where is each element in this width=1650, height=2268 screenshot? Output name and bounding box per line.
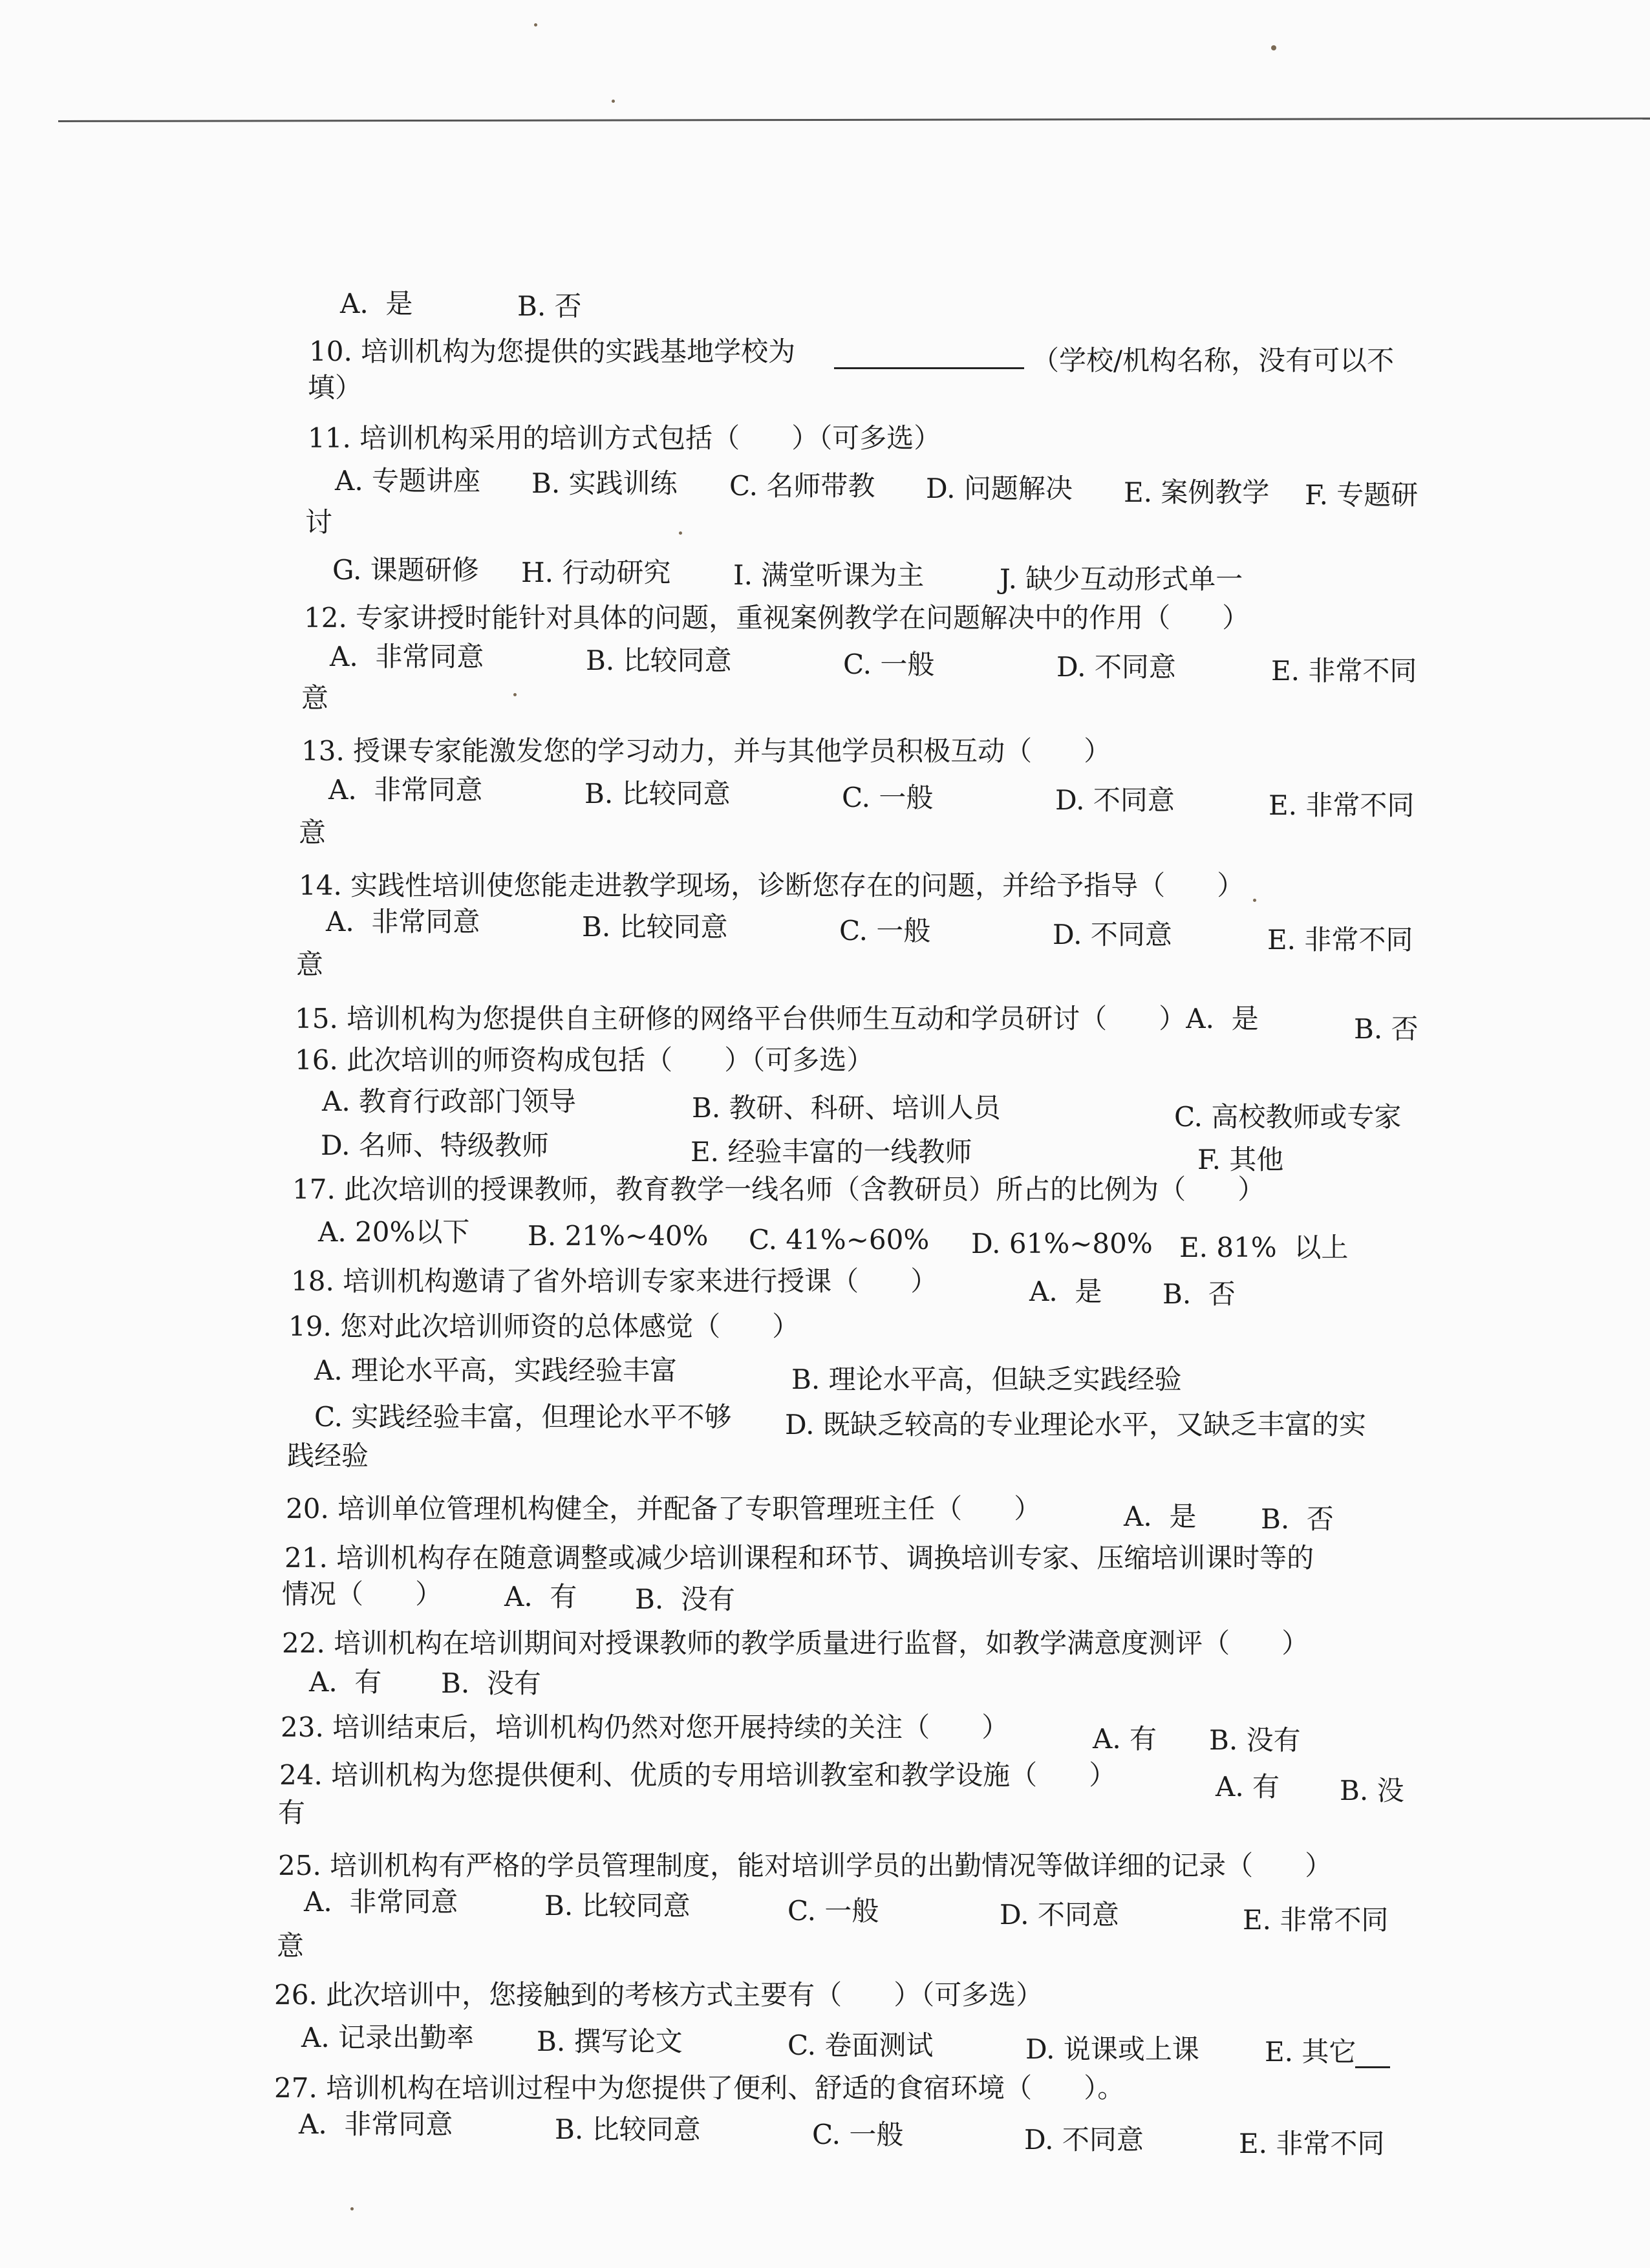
option-wrap: 意	[277, 1930, 305, 1962]
answer-blank-line	[1355, 2040, 1390, 2068]
option-c: C. 名师带教	[729, 470, 875, 502]
scan-speck	[534, 23, 537, 27]
option-wrap: 讨	[305, 506, 333, 538]
question-22-text: 22. 培训机构在培训期间对授课教师的教学质量进行监督，如教学满意度测评（ ）	[282, 1627, 1309, 1659]
option-a: A. 有	[1093, 1723, 1157, 1755]
option-wrap: 意	[296, 948, 324, 980]
question-10-wrap: 填）	[308, 372, 363, 403]
option-a: A. 是	[1124, 1501, 1197, 1532]
question-13-text: 13. 授课专家能激发您的学习动力，并与其他学员积极互动（ ）	[301, 735, 1111, 767]
option-c: C. 一般	[788, 1895, 879, 1927]
question-21-text: 21. 培训机构存在随意调整或减少培训课程和环节、调换培训专家、压缩培训课时等的	[284, 1542, 1314, 1574]
option-c: C. 一般	[842, 782, 934, 813]
option-b: B. 撰写论文	[537, 2026, 683, 2057]
scan-speck	[350, 2207, 354, 2210]
option-d: D. 名师、特级教师	[321, 1129, 549, 1161]
option-d: D. 既缺乏较高的专业理论水平，又缺乏丰富的实	[785, 1409, 1366, 1440]
scan-header-rule	[58, 118, 1650, 122]
question-27-text: 27. 培训机构在培训过程中为您提供了便利、舒适的食宿环境（ ）。	[274, 2072, 1125, 2104]
option-a: A. 记录出勤率	[301, 2022, 475, 2053]
option-b: B. 比较同意	[582, 911, 728, 943]
option-c: C. 实践经验丰富，但理论水平不够	[314, 1401, 732, 1433]
option-e: E. 非常不同	[1269, 789, 1415, 821]
option-a: A. 非常同意	[326, 906, 480, 937]
option-d: D. 不同意	[1024, 2124, 1144, 2156]
option-a: A. 专题讲座	[335, 465, 481, 497]
option-d: D. 不同意	[1056, 651, 1176, 683]
question-17-text: 17. 此次培训的授课教师，教育教学一线名师（含教研员）所占的比例为（ ）	[292, 1173, 1265, 1205]
scan-speck	[1271, 45, 1276, 50]
option-b: B. 21%~40%	[528, 1220, 709, 1252]
option-b: B. 否	[1261, 1503, 1334, 1535]
option-c: C. 一般	[843, 648, 935, 680]
option-a: A. 是	[1029, 1276, 1102, 1307]
option-a: A. 非常同意	[330, 641, 484, 672]
option-c: C. 一般	[839, 915, 931, 947]
option-a: A. 有	[504, 1581, 577, 1612]
option-b: B. 否	[517, 290, 582, 322]
option-a: A. 有	[1216, 1771, 1280, 1803]
option-h: H. 行动研究	[521, 557, 671, 588]
option-d: D. 61%~80%	[971, 1228, 1153, 1259]
option-b: B. 没	[1340, 1775, 1404, 1806]
question-24-text: 24. 培训机构为您提供便利、优质的专用培训教室和教学设施（ ）	[279, 1759, 1117, 1791]
question-10-text: 10. 培训机构为您提供的实践基地学校为	[309, 336, 796, 367]
option-b: B. 比较同意	[544, 1890, 691, 1921]
question-18-text: 18. 培训机构邀请了省外培训专家来进行授课（ ）	[291, 1265, 938, 1297]
option-b: B. 没有	[1209, 1724, 1301, 1756]
option-wrap: 意	[301, 682, 329, 714]
option-e: E. 非常不同	[1267, 924, 1413, 956]
option-f: F. 其他	[1197, 1144, 1284, 1175]
scan-speck	[513, 693, 517, 696]
option-a: A. 非常同意	[328, 774, 483, 806]
option-e: E. 案例教学	[1124, 476, 1270, 508]
question-19-text: 19. 您对此次培训师资的总体感觉（ ）	[288, 1311, 800, 1342]
option-c: C. 高校教师或专家	[1174, 1101, 1402, 1133]
option-f: F. 专题研	[1305, 479, 1419, 511]
option-b: B. 否	[1162, 1278, 1236, 1310]
option-c: C. 一般	[812, 2119, 904, 2150]
option-e: E. 非常不同	[1239, 2128, 1385, 2159]
option-wrap: 有	[278, 1797, 306, 1828]
option-d: D. 不同意	[1000, 1899, 1119, 1931]
option-b: B. 教研、科研、培训人员	[692, 1092, 1001, 1124]
option-b: B. 没有	[635, 1583, 735, 1615]
option-wrap: 践经验	[287, 1440, 369, 1471]
question-21-wrap: 情况（ ）	[282, 1578, 443, 1610]
option-b: B. 否	[1354, 1013, 1419, 1045]
option-a: A. 非常同意	[299, 2108, 453, 2140]
option-d: D. 不同意	[1053, 919, 1172, 950]
option-b: B. 比较同意	[586, 645, 732, 676]
option-a: A. 有	[309, 1666, 382, 1698]
option-b: B. 没有	[441, 1667, 541, 1699]
option-e: E. 经验丰富的一线教师	[691, 1136, 972, 1168]
option-e: E. 非常不同	[1243, 1904, 1389, 1936]
scan-speck	[679, 531, 682, 535]
option-d: D. 问题解决	[926, 473, 1073, 504]
option-a: A. 20%以下	[318, 1216, 470, 1248]
option-c: C. 卷面测试	[788, 2029, 934, 2061]
question-20-text: 20. 培训单位管理机构健全，并配备了专职管理班主任（ ）	[286, 1493, 1042, 1524]
option-b: B. 理论水平高，但缺乏实践经验	[791, 1364, 1182, 1395]
question-16-text: 16. 此次培训的师资构成包括（ ）（可多选）	[295, 1044, 874, 1076]
option-b: B. 实践训练	[531, 467, 678, 499]
option-e: E. 非常不同	[1271, 655, 1417, 687]
option-wrap: 意	[299, 817, 327, 848]
question-23-text: 23. 培训结束后，培训机构仍然对您开展持续的关注（ ）	[281, 1711, 1009, 1743]
scan-speck	[1253, 899, 1256, 902]
question-26-text: 26. 此次培训中，您接触到的考核方式主要有（ ）（可多选）	[274, 1979, 1044, 2011]
question-10-text-cont: （学校/机构名称，没有可以不	[1032, 345, 1395, 376]
question-12-text: 12. 专家讲授时能针对具体的问题，重视案例教学在问题解决中的作用（ ）	[304, 602, 1250, 634]
option-b: B. 比较同意	[555, 2113, 701, 2145]
option-c: C. 41%~60%	[749, 1224, 930, 1256]
question-15-text: 15. 培训机构为您提供自主研修的网络平台供师生互动和学员研讨（ ）A. 是	[295, 1003, 1259, 1034]
option-e: E. 81% 以上	[1179, 1232, 1349, 1263]
option-a: A. 非常同意	[304, 1886, 458, 1918]
question-11-text: 11. 培训机构采用的培训方式包括（ ）（可多选）	[308, 422, 941, 454]
option-b: B. 比较同意	[584, 778, 731, 809]
option-a: A. 是	[340, 288, 413, 319]
scan-speck	[612, 100, 615, 103]
option-a: A. 教育行政部门领导	[322, 1086, 577, 1117]
answer-blank-line	[834, 341, 1024, 369]
question-25-text: 25. 培训机构有严格的学员管理制度，能对培训学员的出勤情况等做详细的记录（ ）	[278, 1850, 1333, 1881]
option-g: G. 课题研修	[332, 554, 479, 586]
option-d: D. 说课或上课	[1025, 2033, 1199, 2065]
option-d: D. 不同意	[1055, 784, 1175, 816]
question-14-text: 14. 实践性培训使您能走进教学现场，诊断您存在的问题，并给予指导（ ）	[299, 870, 1245, 901]
option-e: E. 其它	[1265, 2036, 1356, 2068]
option-j: J. 缺少互动形式单一	[1000, 563, 1243, 595]
option-a: A. 理论水平高，实践经验丰富	[314, 1354, 678, 1386]
option-i: I. 满堂听课为主	[733, 559, 925, 591]
